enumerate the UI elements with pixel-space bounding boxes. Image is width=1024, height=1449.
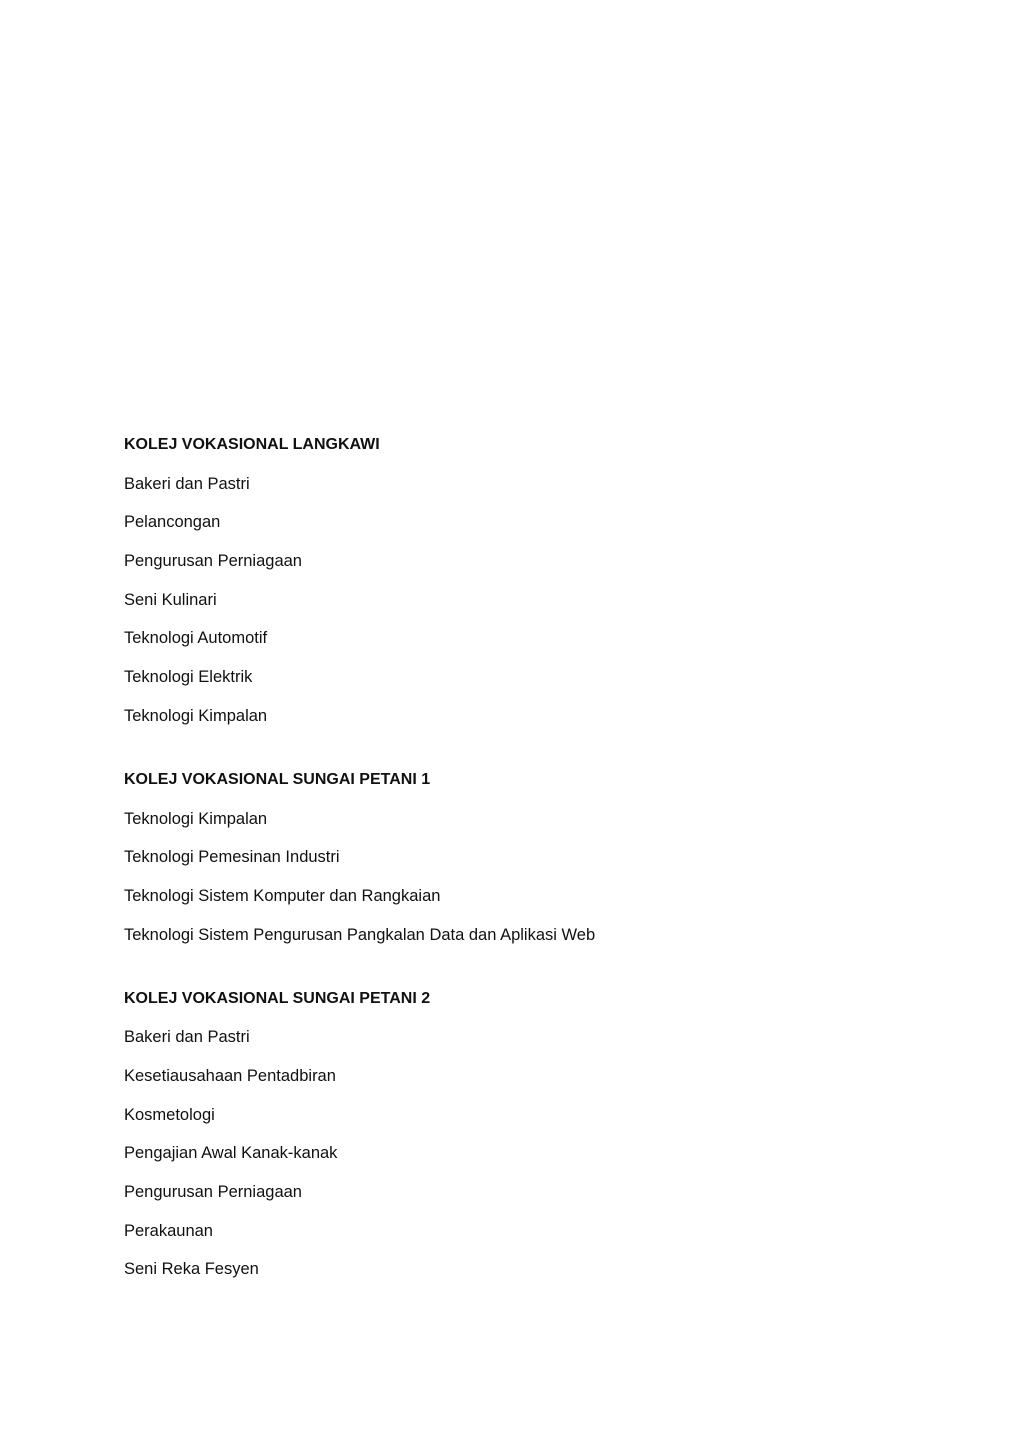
program-item: Teknologi Kimpalan <box>124 706 268 725</box>
program-item: Pelancongan <box>124 513 221 532</box>
program-item: Kosmetologi <box>124 1105 215 1124</box>
section-heading: KOLEJ VOKASIONAL SUNGAI PETANI 1 <box>124 770 431 788</box>
program-item: Pengurusan Perniagaan <box>124 1183 302 1201</box>
program-item: Pengurusan Perniagaan <box>124 552 302 571</box>
program-item: Seni Kulinari <box>124 590 217 609</box>
program-item: Kesetiausahaan Pentadbiran <box>124 1066 336 1085</box>
program-item: Bakeri dan Pastri <box>124 1028 250 1047</box>
document-content <box>124 432 944 1295</box>
program-item: Bakeri dan Pastri <box>124 474 250 493</box>
section-heading: KOLEJ VOKASIONAL SUNGAI PETANI 2 <box>124 989 431 1007</box>
program-item: Teknologi Kimpalan <box>124 809 268 828</box>
program-list <box>124 806 944 948</box>
section-kv-langkawi <box>124 432 944 729</box>
program-list <box>124 471 944 729</box>
program-item: Teknologi Elektrik <box>124 668 253 687</box>
program-list <box>124 1024 944 1282</box>
program-item: Pengajian Awal Kanak-kanak <box>124 1144 338 1163</box>
program-item: Teknologi Sistem Komputer dan Rangkaian <box>124 886 441 905</box>
program-item: Perakaunan <box>124 1221 213 1240</box>
section-kv-sungai-petani-2 <box>124 986 944 1283</box>
program-item: Teknologi Sistem Pengurusan Pangkalan Data dan Aplikasi Web <box>124 925 596 944</box>
program-item: Seni Reka Fesyen <box>124 1260 259 1279</box>
section-heading: KOLEJ VOKASIONAL LANGKAWI <box>124 436 380 453</box>
program-item: Teknologi Automotif <box>124 629 268 648</box>
program-item: Teknologi Pemesinan Industri <box>124 848 340 867</box>
section-kv-sungai-petani-1 <box>124 767 944 948</box>
